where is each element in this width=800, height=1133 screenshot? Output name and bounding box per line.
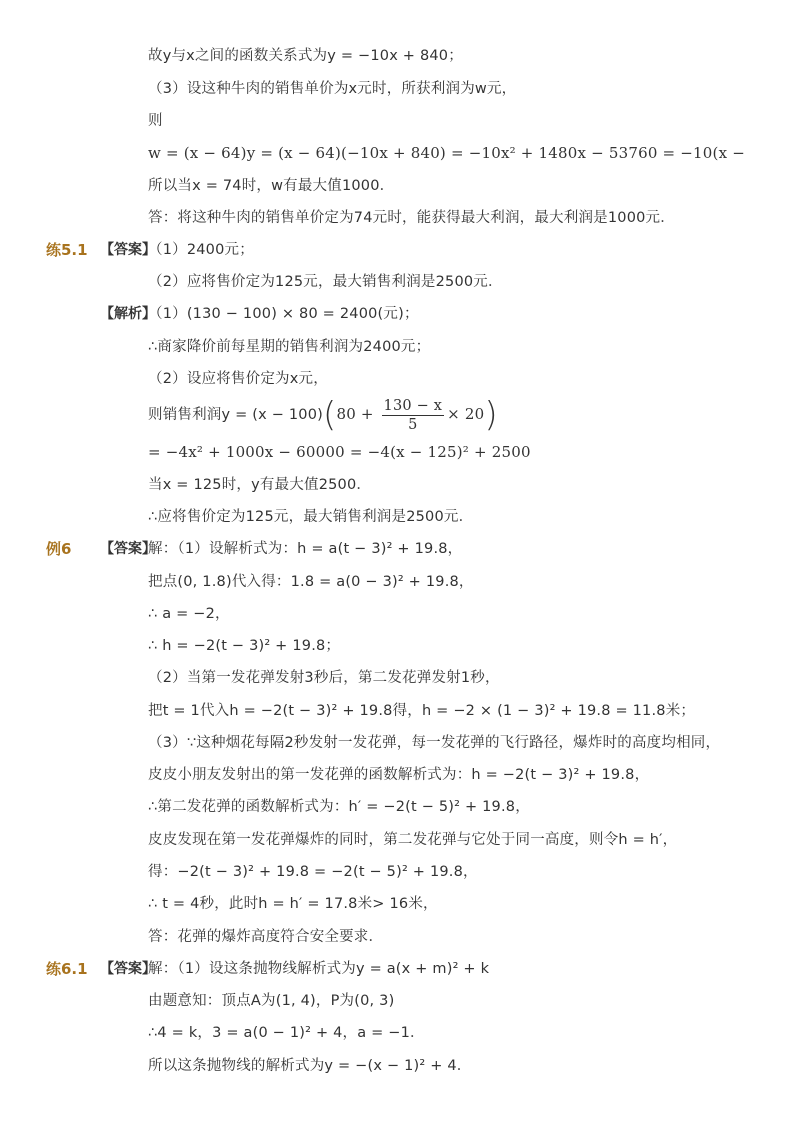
text-line: 把t = 1代入h = −2(t − 3)² + 19.8得，h = −2 × (1 − 3)² + 19.8 = 11.8米； bbox=[148, 703, 696, 719]
fraction-denominator: 5 bbox=[408, 416, 418, 433]
math-line: = −4x² + 1000x − 60000 = −4(x − 125)² + 2500 bbox=[148, 443, 531, 461]
exercise-tag: 练6.1 bbox=[46, 960, 88, 978]
exercise-tag: 练5.1 bbox=[46, 241, 88, 259]
text-line: （3）设这种牛肉的销售单价为x元时，所获利润为w元， bbox=[148, 81, 517, 97]
text-line: 把点(0, 1.8)代入得：1.8 = a(0 − 3)² + 19.8， bbox=[148, 574, 474, 590]
fraction bbox=[382, 397, 445, 434]
text-line: 则 bbox=[148, 113, 163, 129]
big-paren-left: ( bbox=[323, 395, 337, 435]
text-line: ∴4 = k，3 = a(0 − 1)² + 4，a = −1． bbox=[148, 1025, 425, 1041]
text-line: （2）当第一发花弹发射3秒后，第二发花弹发射1秒， bbox=[148, 670, 500, 686]
text-line: （2）设应将售价定为x元， bbox=[148, 371, 328, 387]
text-line: 皮皮小朋友发射出的第一发花弹的函数解析式为：h = −2(t − 3)² + 19.8， bbox=[148, 767, 650, 783]
text-line: 所以当x = 74时，w有最大值1000． bbox=[148, 178, 395, 194]
answer-label: 【答案】 bbox=[100, 961, 156, 977]
text-line: 答：将这种牛肉的销售单价定为74元时，能获得最大利润，最大利润是1000元． bbox=[148, 210, 675, 226]
text-line: 故y与x之间的函数关系式为y = −10x + 840； bbox=[148, 48, 463, 64]
text-line: ∴ h = −2(t − 3)² + 19.8； bbox=[148, 638, 341, 654]
fraction-numerator: 130 − x bbox=[383, 397, 443, 414]
fraction-inner-left: 80 + bbox=[336, 405, 374, 423]
fraction-line-prefix: 则销售利润y = (x − 100) bbox=[148, 407, 323, 423]
text-line: （2）应将售价定为125元，最大销售利润是2500元． bbox=[148, 274, 503, 290]
text-line: 所以这条抛物线的解析式为y = −(x − 1)² + 4． bbox=[148, 1058, 472, 1074]
text-line: 解：（1）设解析式为：h = a(t − 3)² + 19.8， bbox=[148, 541, 463, 557]
answer-label: 【答案】 bbox=[100, 242, 156, 258]
text-line: ∴ t = 4秒，此时h = h′ = 17.8米> 16米， bbox=[148, 896, 438, 912]
fraction-line bbox=[148, 392, 498, 437]
fraction-inner-right: × 20 bbox=[447, 405, 485, 423]
text-line: 答：花弹的爆炸高度符合安全要求． bbox=[148, 929, 384, 945]
answer-label: 【答案】 bbox=[100, 541, 156, 557]
text-line: ∴ a = −2， bbox=[148, 606, 230, 622]
math-line: w = (x − 64)y = (x − 64)(−10x + 840) = −10x² + 1480x − 53760 = −10(x − bbox=[148, 144, 745, 162]
text-line: 皮皮发现在第一发花弹爆炸的同时，第二发花弹与它处于同一高度，则令h = h′， bbox=[148, 832, 678, 848]
big-paren-right: ) bbox=[484, 395, 498, 435]
text-line: ∴商家降价前每星期的销售利润为2400元； bbox=[148, 339, 431, 355]
analysis-label: 【解析】 bbox=[100, 306, 156, 322]
text-line: 解：（1）设这条抛物线解析式为y = a(x + m)² + k bbox=[148, 961, 490, 977]
text-line: ∴应将售价定为125元，最大销售利润是2500元． bbox=[148, 509, 474, 525]
text-line: 得：−2(t − 3)² + 19.8 = −2(t − 5)² + 19.8， bbox=[148, 864, 478, 880]
text-line: （3）∵这种烟花每隔2秒发射一发花弹，每一发花弹的飞行路径，爆炸时的高度均相同， bbox=[148, 735, 721, 751]
text-line: 由题意知：顶点A为(1, 4)，P为(0, 3) bbox=[148, 993, 395, 1009]
text-line: （1）2400元； bbox=[148, 242, 254, 258]
text-line: 当x = 125时，y有最大值2500． bbox=[148, 477, 372, 493]
text-line: （1）(130 − 100) × 80 = 2400(元)； bbox=[148, 306, 419, 322]
example-tag: 例6 bbox=[46, 540, 72, 558]
text-line: ∴第二发花弹的函数解析式为：h′ = −2(t − 5)² + 19.8， bbox=[148, 799, 530, 815]
